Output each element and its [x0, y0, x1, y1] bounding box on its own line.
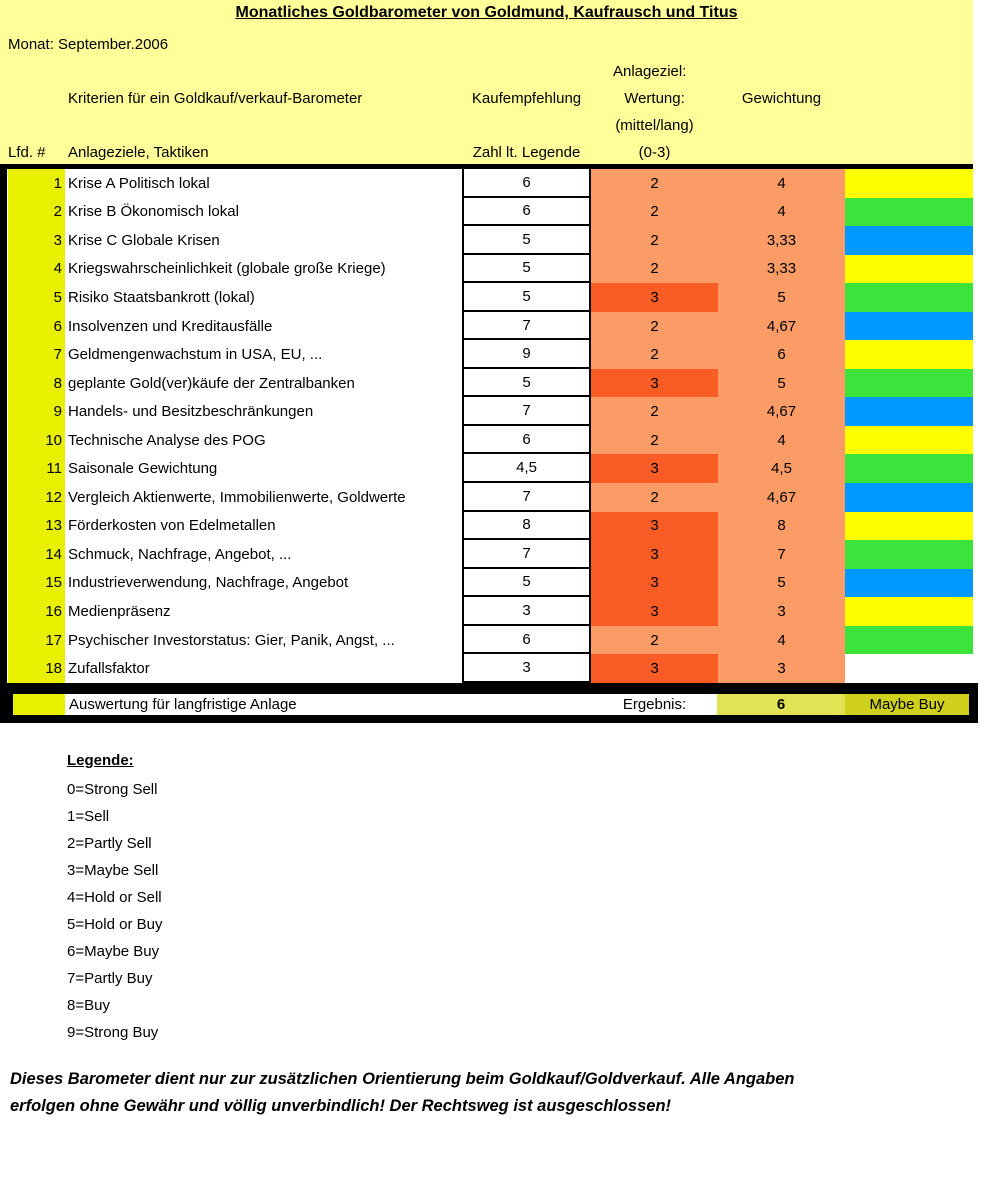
wertung-cell[interactable]: 3 [591, 540, 718, 569]
gewichtung-cell: 3,33 [718, 226, 845, 255]
kaufempfehlung-cell[interactable]: 5 [462, 569, 591, 598]
criterion-name-cell: Industrieverwendung, Nachfrage, Angebot [68, 574, 349, 592]
table-row [0, 255, 984, 284]
table-row [0, 312, 984, 341]
row-number-cell: 2 [8, 198, 65, 227]
wertung-cell[interactable]: 3 [591, 369, 718, 398]
table-row [0, 540, 984, 569]
gewichtung-cell: 6 [718, 340, 845, 369]
criterion-name-cell: Schmuck, Nachfrage, Angebot, ... [68, 545, 292, 563]
wertung-cell[interactable]: 2 [591, 226, 718, 255]
row-number-cell: 5 [8, 283, 65, 312]
gewichtung-cell: 4 [718, 426, 845, 455]
rating-color-band [845, 198, 973, 227]
legend-block [67, 752, 162, 1046]
legend-title: Legende: [67, 752, 134, 769]
row-number-cell: 7 [8, 340, 65, 369]
gewichtung-cell: 4 [718, 626, 845, 655]
wertung-cell[interactable]: 3 [591, 283, 718, 312]
kaufempfehlung-cell[interactable]: 7 [462, 483, 591, 512]
kaufempfehlung-cell[interactable]: 5 [462, 283, 591, 312]
wertung-cell[interactable]: 2 [591, 255, 718, 284]
legend-item: 4=Hold or Sell [67, 889, 162, 906]
table-row [0, 226, 984, 255]
kaufempfehlung-cell[interactable]: 6 [462, 169, 591, 198]
gewichtung-cell: 7 [718, 540, 845, 569]
summary-label: Auswertung für langfristige Anlage [69, 696, 297, 713]
legend-items [67, 776, 162, 1046]
rating-color-band [845, 483, 973, 512]
summary-row [0, 683, 978, 723]
gewichtung-cell: 4,5 [718, 454, 845, 483]
row-number-cell: 8 [8, 369, 65, 398]
gewichtung-cell: 5 [718, 369, 845, 398]
row-number-cell: 18 [8, 654, 65, 683]
criterion-name-cell: Krise C Globale Krisen [68, 231, 220, 249]
kaufempfehlung-cell[interactable]: 3 [462, 654, 591, 683]
gewichtung-cell: 8 [718, 512, 845, 541]
rating-color-band [845, 312, 973, 341]
kaufempfehlung-cell[interactable]: 9 [462, 340, 591, 369]
table-row [0, 654, 984, 683]
disclaimer-line-2: erfolgen ohne Gewähr und völlig unverbindlich! Der Rechtsweg ist ausgeschlossen! [10, 1097, 672, 1115]
month-label: Monat: September.2006 [8, 36, 169, 53]
legend-item: 5=Hold or Buy [67, 916, 163, 933]
wertung-cell[interactable]: 2 [591, 340, 718, 369]
criterion-name-cell: Förderkosten von Edelmetallen [68, 517, 276, 535]
legend-item: 6=Maybe Buy [67, 943, 160, 960]
kaufempfehlung-cell[interactable]: 6 [462, 426, 591, 455]
kaufempfehlung-cell[interactable]: 7 [462, 397, 591, 426]
rating-color-band [845, 169, 973, 198]
table-row [0, 483, 984, 512]
wertung-cell[interactable]: 3 [591, 597, 718, 626]
legend-item: 2=Partly Sell [67, 835, 152, 852]
table-row [0, 283, 984, 312]
kaufempfehlung-cell[interactable]: 7 [462, 540, 591, 569]
gewichtung-cell: 4 [718, 169, 845, 198]
column-header-gewichtung: Gewichtung [741, 90, 822, 107]
column-header-kaufempfehlung: Kaufempfehlung [471, 90, 582, 107]
rating-color-band [845, 369, 973, 398]
criterion-name-cell: Insolvenzen und Kreditausfälle [68, 317, 273, 335]
criterion-name-cell: Geldmengenwachstum in USA, EU, ... [68, 346, 323, 364]
criterion-name-cell: Handels- und Besitzbeschränkungen [68, 403, 314, 421]
gewichtung-cell: 3,33 [718, 255, 845, 284]
kaufempfehlung-cell[interactable]: 7 [462, 312, 591, 341]
table-row [0, 397, 984, 426]
page-title: Monatliches Goldbarometer von Goldmund, Kaufrausch und Titus [235, 4, 738, 21]
row-number-cell: 12 [8, 483, 65, 512]
criterion-name-cell: Krise B Ökonomisch lokal [68, 203, 239, 221]
header-background [0, 0, 973, 164]
rating-color-band [845, 283, 973, 312]
wertung-cell[interactable]: 3 [591, 654, 718, 683]
table-row [0, 369, 984, 398]
criteria-table-body [0, 169, 984, 683]
table-row [0, 426, 984, 455]
rating-color-band [845, 569, 973, 598]
kaufempfehlung-cell[interactable]: 5 [462, 255, 591, 284]
rating-color-band [845, 397, 973, 426]
column-header-anlageziel: Anlageziel: [613, 63, 687, 80]
wertung-cell[interactable]: 2 [591, 426, 718, 455]
legend-item: 0=Strong Sell [67, 781, 158, 798]
criterion-name-cell: Vergleich Aktienwerte, Immobilienwerte, Goldwerte [68, 488, 406, 506]
sheet-header [0, 0, 973, 164]
wertung-cell[interactable]: 2 [591, 397, 718, 426]
row-number-cell: 15 [8, 569, 65, 598]
table-row [0, 626, 984, 655]
rating-color-band [845, 226, 973, 255]
gewichtung-cell: 4,67 [718, 312, 845, 341]
table-row [0, 169, 984, 198]
kaufempfehlung-cell[interactable]: 4,5 [462, 454, 591, 483]
rating-color-band [845, 426, 973, 455]
legend-item: 7=Partly Buy [67, 970, 153, 987]
row-number-cell: 13 [8, 512, 65, 541]
table-row [0, 569, 984, 598]
wertung-cell[interactable]: 2 [591, 169, 718, 198]
wertung-cell[interactable]: 2 [591, 312, 718, 341]
criterion-name-cell: Technische Analyse des POG [68, 431, 266, 449]
column-header-mittel-lang: (mittel/lang) [615, 117, 694, 134]
criterion-name-cell: Zufallsfaktor [68, 660, 150, 678]
column-header-criteria: Kriterien für ein Goldkauf/verkauf-Barometer [68, 90, 363, 107]
column-header-lfd: Lfd. # [8, 144, 46, 161]
row-number-cell: 10 [8, 426, 65, 455]
criterion-name-cell: Krise A Politisch lokal [68, 174, 210, 192]
gewichtung-cell: 3 [718, 597, 845, 626]
criterion-name-cell: Risiko Staatsbankrott (lokal) [68, 288, 255, 306]
row-number-cell: 6 [8, 312, 65, 341]
column-header-wertung: Wertung: [624, 90, 685, 107]
gewichtung-cell: 5 [718, 283, 845, 312]
disclaimer-line-1: Dieses Barometer dient nur zur zusätzlichen Orientierung beim Goldkauf/Goldverkauf. Alle Angaben [10, 1070, 795, 1088]
gewichtung-cell: 4,67 [718, 483, 845, 512]
kaufempfehlung-cell[interactable]: 6 [462, 198, 591, 227]
criterion-name-cell: Medienpräsenz [68, 602, 171, 620]
table-row [0, 340, 984, 369]
disclaimer-text [10, 1066, 978, 1120]
wertung-cell[interactable]: 3 [591, 454, 718, 483]
row-number-cell: 9 [8, 397, 65, 426]
criterion-name-cell: Saisonale Gewichtung [68, 460, 218, 478]
row-number-cell: 4 [8, 255, 65, 284]
summary-label-cell [65, 694, 717, 715]
verdict-cell: Maybe Buy [845, 694, 969, 715]
criterion-name-cell: Psychischer Investorstatus: Gier, Panik, Angst, ... [68, 631, 395, 649]
wertung-cell[interactable]: 2 [591, 626, 718, 655]
criterion-name-cell: geplante Gold(ver)käufe der Zentralbanken [68, 374, 355, 392]
wertung-cell[interactable]: 2 [591, 198, 718, 227]
ergebnis-label: Ergebnis: [622, 696, 687, 713]
kaufempfehlung-cell[interactable]: 3 [462, 597, 591, 626]
rating-color-band [845, 540, 973, 569]
legend-item: 9=Strong Buy [67, 1024, 159, 1041]
kaufempfehlung-cell[interactable]: 6 [462, 626, 591, 655]
row-number-cell: 1 [8, 169, 65, 198]
rating-color-band [845, 597, 973, 626]
gewichtung-cell: 4 [718, 198, 845, 227]
row-number-cell: 11 [8, 454, 65, 483]
table-row [0, 198, 984, 227]
kaufempfehlung-cell[interactable]: 5 [462, 226, 591, 255]
table-row [0, 597, 984, 626]
gewichtung-cell: 3 [718, 654, 845, 683]
rating-color-band [845, 512, 973, 541]
gewichtung-cell: 5 [718, 569, 845, 598]
legend-item: 1=Sell [67, 808, 110, 825]
column-header-zahl-legende: Zahl lt. Legende [472, 144, 581, 161]
rating-color-band [845, 454, 973, 483]
summary-number-cell [13, 694, 65, 715]
wertung-cell[interactable]: 3 [591, 569, 718, 598]
row-number-cell: 14 [8, 540, 65, 569]
legend-item: 3=Maybe Sell [67, 862, 159, 879]
criterion-name-cell: Kriegswahrscheinlichkeit (globale große Kriege) [68, 260, 386, 278]
kaufempfehlung-cell[interactable]: 5 [462, 369, 591, 398]
wertung-cell[interactable]: 3 [591, 512, 718, 541]
table-row [0, 512, 984, 541]
column-header-0-3: (0-3) [638, 144, 671, 161]
table-row [0, 454, 984, 483]
legend-item: 8=Buy [67, 997, 110, 1014]
wertung-cell[interactable]: 2 [591, 483, 718, 512]
row-number-cell: 3 [8, 226, 65, 255]
row-number-cell: 16 [8, 597, 65, 626]
rating-color-band [845, 340, 973, 369]
column-header-taktiken: Anlageziele, Taktiken [68, 144, 209, 161]
kaufempfehlung-cell[interactable]: 8 [462, 512, 591, 541]
rating-color-band [845, 654, 973, 683]
result-value-cell[interactable]: 6 [717, 694, 845, 715]
rating-color-band [845, 255, 973, 284]
row-number-cell: 17 [8, 626, 65, 655]
gewichtung-cell: 4,67 [718, 397, 845, 426]
rating-color-band [845, 626, 973, 655]
